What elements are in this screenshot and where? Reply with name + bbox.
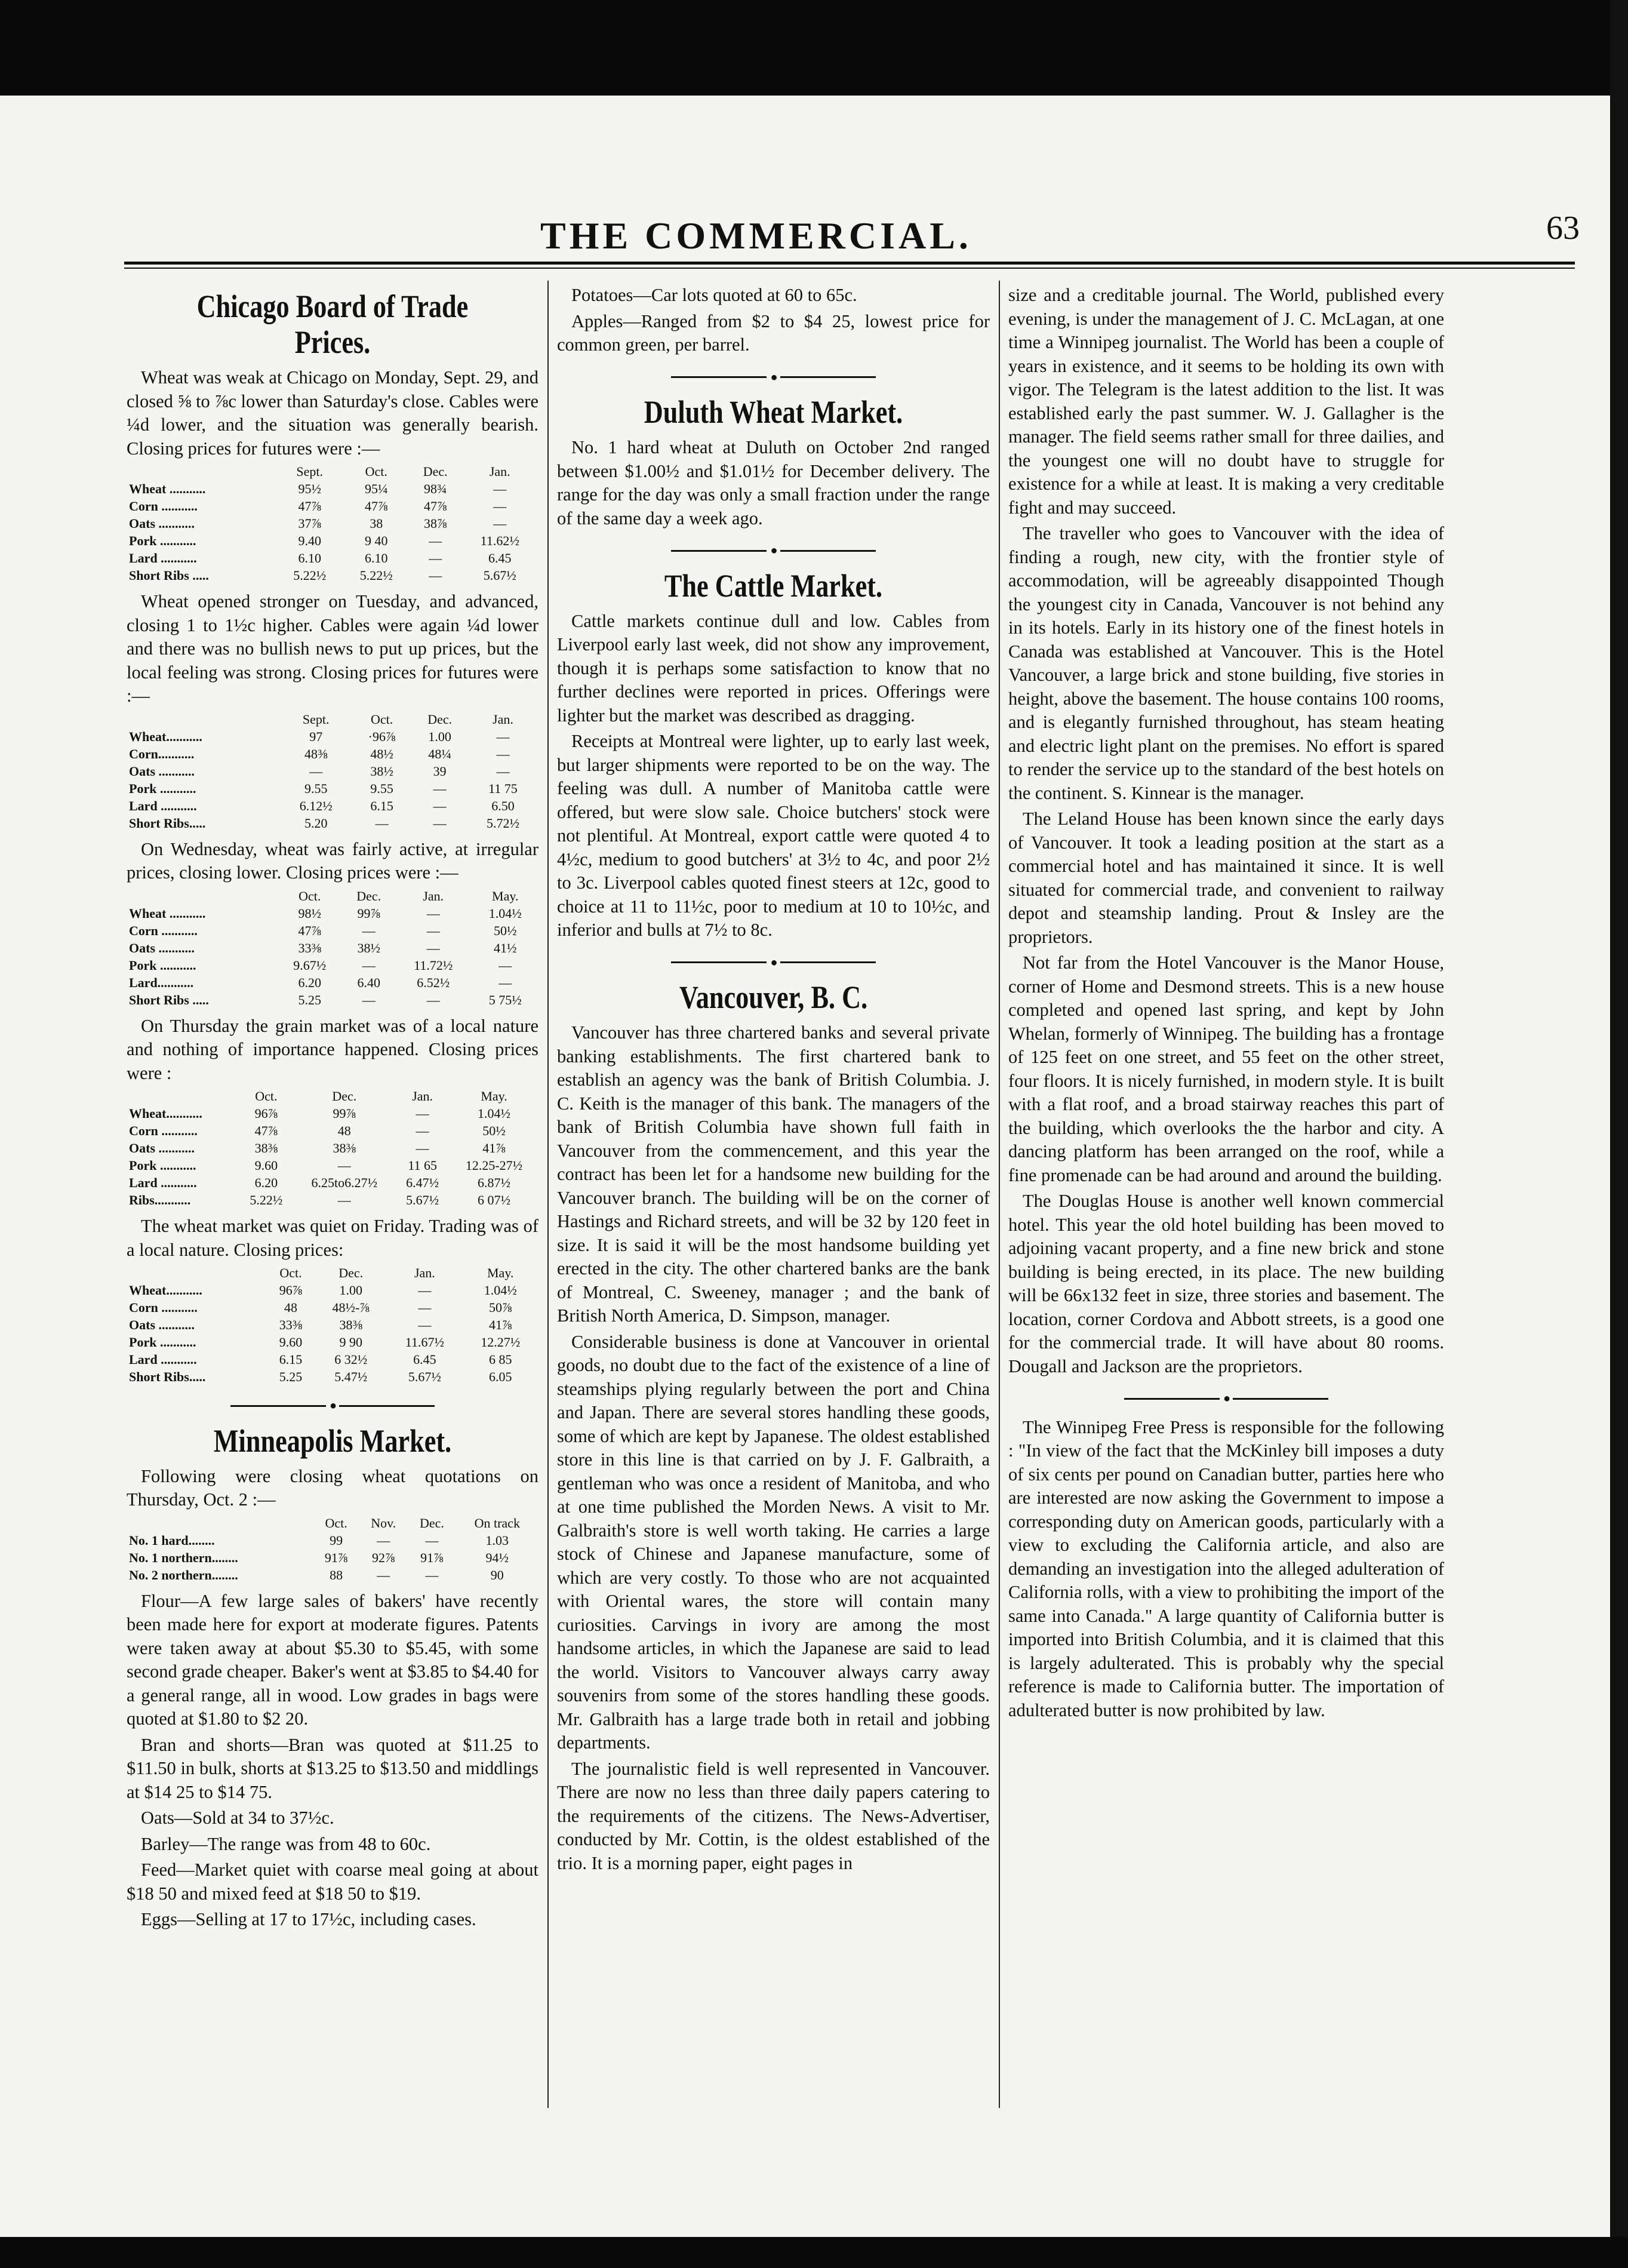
commodity-label: No. 1 hard........	[129, 1532, 215, 1548]
column-divider	[547, 281, 549, 2108]
table-row	[127, 763, 538, 780]
price-cell: 95½	[298, 481, 321, 496]
table-row	[127, 1333, 538, 1351]
price-cell: —	[498, 957, 512, 973]
price-cell: 9.40	[298, 533, 321, 548]
price-cell: 95¼	[364, 481, 388, 496]
table-row	[127, 515, 538, 532]
price-cell: —	[309, 763, 323, 779]
price-cell: 98¾	[423, 481, 447, 496]
price-cell: 9 90	[339, 1335, 362, 1350]
price-cell: 6.25to6.27½	[311, 1175, 378, 1190]
price-cell: 41½	[494, 940, 517, 955]
price-cell: 6.47½	[406, 1175, 439, 1190]
table-row	[127, 1105, 538, 1122]
column-divider	[999, 281, 1000, 2108]
commodity-label: Corn ...........	[129, 1123, 198, 1138]
price-cell: 98½	[298, 905, 321, 921]
price-cell: 50½	[494, 923, 517, 938]
price-cell: 48¼	[428, 746, 451, 761]
price-cell: 5.67½	[406, 1193, 439, 1207]
paragraph: The traveller who goes to Vancouver with the idea of finding a rough, new city, with the frontier style of accommodation, will be agreeably disappointed Though the youngest city in Canada, Vancouver is not behind any in its hotels. Early in its history one of the finest hotels in Canada was established at Vancouver. This is the Hotel Vancouver, a large brick and stone building, five stories in height, above the basement. The house contains 100 rooms, and is elegantly furnished throughout, has steam heating and electric light plant on the premises. No effort is spared to render the service up to the standard of the best hotels on the continent. S. Kinnear is the manager.	[1008, 523, 1444, 803]
price-cell: —	[433, 815, 447, 831]
commodity-label: Corn ...........	[129, 499, 198, 514]
price-cell: —	[418, 1283, 432, 1298]
column-header: Dec.	[356, 888, 381, 903]
price-cell: 47⅞	[364, 499, 388, 514]
price-cell: 1.04½	[478, 1106, 511, 1121]
paragraph: Feed—Market quiet with coarse meal going at about $18 50 and mixed feed at $18 50 to $19.	[127, 1860, 538, 1904]
price-cell: 1.00	[339, 1283, 362, 1298]
commodity-label: Wheat...........	[129, 1106, 202, 1121]
price-cell: —	[362, 992, 376, 1007]
column-header: Sept.	[296, 464, 324, 479]
commodity-label: No. 2 northern........	[129, 1567, 238, 1582]
price-cell: —	[493, 481, 507, 496]
price-cell: 94½	[485, 1550, 509, 1565]
column-header: Dec.	[427, 711, 453, 727]
price-cell: 6.10	[364, 551, 388, 566]
section-divider: ●	[127, 1393, 538, 1418]
column-header: Dec.	[423, 464, 448, 479]
price-cell: 9.55	[304, 780, 328, 796]
commodity-label: Ribs...........	[129, 1193, 191, 1207]
paragraph: On Wednesday, wheat was fairly active, at irregular prices, closing lower. Closing prices were :—	[127, 838, 538, 883]
table-row	[127, 1281, 538, 1299]
column-header: Jan.	[489, 464, 510, 479]
section-divider: ●	[557, 364, 990, 390]
price-cell: 47⅞	[298, 499, 321, 514]
table-header-row	[127, 711, 538, 728]
price-cell: 5 75½	[488, 992, 522, 1007]
price-table-monday	[127, 463, 538, 584]
price-cell: 47⅞	[423, 499, 447, 514]
column-header: Oct.	[298, 888, 321, 903]
heading-minneapolis: Minneapolis Market.	[213, 1422, 452, 1459]
price-cell: 5.25	[298, 992, 321, 1007]
price-cell: 88	[330, 1567, 343, 1582]
commodity-label: Oats ...........	[129, 1317, 195, 1332]
price-cell: 99⅞	[333, 1106, 356, 1121]
price-cell: —	[429, 551, 442, 566]
table-row	[127, 1316, 538, 1333]
table-row	[127, 745, 538, 763]
price-cell: —	[426, 992, 440, 1007]
price-cell: —	[416, 1141, 429, 1155]
paragraph: Potatoes—Car lots quoted at 60 to 65c.	[571, 285, 857, 305]
paragraph: Oats—Sold at 34 to 37½c.	[141, 1808, 334, 1828]
commodity-label: Lard...........	[129, 975, 194, 990]
price-cell: 91⅞	[324, 1550, 348, 1565]
commodity-label: Wheat...........	[129, 729, 202, 744]
paragraph: The Winnipeg Free Press is responsible for the following : "In view of the fact that the McKinley bill imposes a duty of six cents per pound on Canadian butter, parties here who are interested are now asking the Government to impose a corresponding duty on American goods, particularly with a view to excluding the California article, and also are demanding an investigation into the alleged adulteration of California rolls, with a view to prohibiting the import of the same into Canada." A large quantity of California butter is imported into British Columbia, and it is claimed that this is largely adulterated. This is probably why the special reference is made to California butter. The importation of adulterated butter is now prohibited by law.	[1008, 1416, 1444, 1720]
price-cell: 1.04½	[488, 905, 522, 921]
price-table-friday	[127, 1264, 538, 1385]
price-cell: 99⅞	[357, 905, 380, 921]
table-row	[127, 991, 538, 1009]
table-row	[127, 1299, 538, 1316]
price-cell: 6.45	[488, 551, 512, 566]
paragraph: Apples—Ranged from $2 to $4 25, lowest price for common green, per barrel.	[557, 311, 990, 355]
commodity-label: Short Ribs .....	[129, 992, 209, 1007]
table-row	[127, 974, 538, 991]
price-cell: 91⅞	[420, 1550, 444, 1565]
price-cell: —	[362, 957, 376, 973]
table-row	[127, 957, 538, 974]
table-row	[127, 939, 538, 957]
table-row	[127, 1191, 538, 1209]
price-cell: —	[362, 923, 376, 938]
commodity-label: Corn...........	[129, 746, 195, 761]
table-row	[127, 797, 538, 815]
column-header: May.	[492, 888, 519, 903]
section-divider: ●	[557, 949, 990, 975]
price-cell: 5.72½	[486, 815, 519, 831]
table-row	[127, 905, 538, 922]
paragraph: Considerable business is done at Vancouver in oriental goods, no doubt due to the fact of the existence of a line of steamships plying regularly between the port and China and Japan. There are several stores handling these goods, some of which are kept by Japanese. The oldest established store in this line is that carried on by J. F. Galbraith, a gentleman who was once a resident of Manitoba, and who at one time published the Morden News. A visit to Mr. Galbraith's store is well worth taking. He carries a large stock of Chinese and Japanese manufacture, some of which are very costly. To those who are not acquainted with Oriental wares, the store will contain many curiosities. Carvings in ivory are among the most handsome articles, in which the Japanese are said to lead the world. Visitors to Vancouver always carry away souvenirs from some of the stores handling these goods. Mr. Galbraith has a large trade both in retail and jobbing departments.	[557, 1331, 990, 1753]
paragraph: The Douglas House is another well known commercial hotel. This year the old hotel building has been moved to adjoining vacant property, and a fine new brick and stone building is being erected, in its place. The new building will be 66x132 feet in size, three stories and basement. The location, corner Cordova and Abbott streets, is a good one for the commercial trade. It will have about 80 rooms. Dougall and Jackson are the proprietors.	[1008, 1191, 1444, 1376]
price-cell: 47⅞	[298, 923, 321, 938]
price-cell: 5.22½	[293, 568, 327, 583]
column-header	[127, 1264, 267, 1281]
price-cell: —	[425, 1532, 439, 1548]
column-header: Nov.	[371, 1515, 396, 1531]
table-header-row	[127, 887, 538, 905]
paragraph: size and a creditable journal. The World, published every evening, is under the management of J. C. McLagan, at one time a Winnipeg journalist. The World has been a couple of years in existence, and it seems to be holding its own with vigor. The Telegram is the latest addition to the list. It was established early the past summer. W. J. Gallagher is the manager. The field seems rather small for three dailies, and the youngest one will no doubt have to struggle for existence for a while at least. It is making a very creditable fight and may succeed.	[1008, 285, 1444, 518]
commodity-label: Pork ...........	[129, 780, 196, 796]
paragraph: Wheat was weak at Chicago on Monday, Sept. 29, and closed ⅝ to ⅞c lower than Saturday's close. Cables were ¼d lower, and the situation was generally bearish. Closing prices for futures were :—	[127, 367, 538, 459]
table-row	[127, 549, 538, 567]
column-header: Jan.	[423, 888, 444, 903]
column-header: Sept.	[302, 711, 330, 727]
column-header: Oct.	[325, 1515, 347, 1531]
scan-border-right	[1610, 0, 1628, 2268]
price-cell: —	[426, 905, 440, 921]
table-row	[127, 1532, 538, 1549]
commodity-label: Short Ribs.....	[129, 1369, 206, 1384]
commodity-label: Lard ...........	[129, 798, 197, 813]
price-cell: 11 65	[408, 1158, 437, 1173]
price-cell: 38⅜	[254, 1141, 278, 1155]
price-cell: 41⅞	[488, 1317, 512, 1332]
column-header	[127, 1514, 313, 1532]
section-divider: ●	[557, 537, 990, 563]
paragraph: Cattle markets continue dull and low. Cables from Liverpool early last week, did not show any improvement, though it is perhaps some satisfaction to know that no further declines were reported in prices. Offerings were lighter but the market was described as dragging.	[557, 610, 990, 726]
paragraph: Following were closing wheat quotations on Thursday, Oct. 2 :—	[127, 1465, 538, 1510]
table-header-row	[127, 1514, 538, 1532]
price-cell: 96⅞	[279, 1283, 303, 1298]
price-cell: 5.22½	[359, 568, 393, 583]
price-cell: 50½	[482, 1123, 506, 1138]
column-header	[127, 711, 281, 728]
price-cell: —	[337, 1193, 351, 1207]
table-row	[127, 1174, 538, 1191]
price-cell: 50⅞	[488, 1300, 512, 1315]
paragraph: Barley—The range was from 48 to 60c.	[141, 1833, 431, 1854]
price-cell: 5.22½	[250, 1193, 283, 1207]
price-cell: 6.87½	[478, 1175, 511, 1190]
commodity-label: Corn ...........	[129, 1300, 198, 1315]
price-cell: 6 32½	[334, 1352, 368, 1367]
commodity-label: Pork ...........	[129, 533, 196, 548]
masthead-title: THE COMMERCIAL.	[540, 214, 972, 257]
commodity-label: No. 1 northern........	[129, 1550, 238, 1565]
price-cell: —	[433, 780, 447, 796]
table-header-row	[127, 1087, 538, 1105]
price-cell: 38½	[357, 940, 380, 955]
page-number: 63	[1546, 210, 1580, 247]
table-row	[127, 1122, 538, 1139]
column-header: Oct.	[370, 711, 393, 727]
column-header: On track	[474, 1515, 520, 1531]
price-cell: 6 85	[488, 1352, 512, 1367]
table-row	[127, 728, 538, 745]
price-cell: 6.10	[298, 551, 321, 566]
price-cell: 9 40	[364, 533, 388, 548]
price-cell: 99	[330, 1532, 343, 1548]
price-cell: 11.67½	[405, 1335, 444, 1350]
commodity-label: Pork ...........	[129, 1335, 196, 1350]
price-cell: 6.12½	[299, 798, 333, 813]
price-cell: 9.67½	[293, 957, 327, 973]
price-cell: 11 75	[488, 780, 518, 796]
price-cell: —	[426, 923, 440, 938]
price-cell: 9.55	[370, 780, 393, 796]
column-1	[127, 284, 538, 2105]
price-cell: 38⅜	[339, 1317, 362, 1332]
price-cell: 6.50	[491, 798, 515, 813]
price-cell: 48½-⅞	[332, 1300, 370, 1315]
price-cell: —	[496, 746, 510, 761]
price-cell: 5.67½	[408, 1369, 441, 1384]
paragraph: Receipts at Montreal were lighter, up to early last week, but larger shipments were reported to be on the way. The feeling was dull. A number of Manitoba cattle were offered, but were slow sale. Choice butchers' stock were not plentiful. At Montreal, export cattle were quoted 4 to 4½c, medium to good butchers' at 3½ to 4c, and poor 2½ to 3c. Liverpool cables quoted finest steers at 12c, good to choice at 11 to 11½c, poor to medium at 10 to 10½c, and inferior and bulls at 7½ to 8c.	[557, 731, 990, 940]
price-cell: 47⅞	[254, 1123, 278, 1138]
price-cell: —	[426, 940, 440, 955]
header-rule	[124, 262, 1575, 265]
price-cell: —	[496, 763, 510, 779]
column-header: Oct.	[255, 1089, 278, 1104]
price-cell: 1.00	[428, 729, 451, 744]
table-row	[127, 497, 538, 515]
price-cell: 6.40	[357, 975, 380, 990]
price-cell: —	[493, 516, 507, 531]
price-cell: 97	[309, 729, 323, 744]
price-cell: 41⅞	[482, 1141, 506, 1155]
column-header: Dec.	[338, 1265, 364, 1280]
price-cell: —	[375, 815, 389, 831]
price-cell: 6.20	[254, 1175, 278, 1190]
header-rule-thin	[124, 268, 1575, 269]
paragraph: Flour—A few large sales of bakers' have recently been made here for export at moderate figures. Patents were taken away at about $5.30 to $5.45, with some second grade cheaper. Baker's went at $3.85 to $4.40 for a general range, all in wood. Low grades in bags were quoted at $1.80 to $2 20.	[127, 1590, 538, 1729]
column-3	[1008, 284, 1444, 2105]
commodity-label: Lard ...........	[129, 1175, 197, 1190]
table-row	[127, 1139, 538, 1157]
price-cell: —	[425, 1567, 439, 1582]
paragraph: Bran and shorts—Bran was quoted at $11.25 to $11.50 in bulk, shorts at $13.25 to $13.50 and middlings at $14 25 to $14 75.	[127, 1734, 538, 1802]
table-row	[127, 1566, 538, 1584]
table-row	[127, 532, 538, 549]
price-cell: 5.67½	[483, 568, 516, 583]
paragraph: On Thursday the grain market was of a local nature and nothing of importance happened. Closing prices were :	[127, 1015, 538, 1083]
commodity-label: Wheat ...........	[129, 481, 206, 496]
price-cell: 6.52½	[417, 975, 450, 990]
price-cell: —	[337, 1158, 351, 1173]
price-cell: —	[377, 1567, 390, 1582]
table-row	[127, 1351, 538, 1368]
table-header-row	[127, 463, 538, 480]
heading-duluth: Duluth Wheat Market.	[644, 394, 903, 430]
price-cell: 5.20	[304, 815, 328, 831]
price-cell: 6.15	[279, 1352, 303, 1367]
price-cell: 6 07½	[478, 1193, 511, 1207]
price-cell: 38½	[370, 763, 393, 779]
price-cell: 38⅞	[423, 516, 447, 531]
price-cell: 1.03	[485, 1532, 509, 1548]
commodity-label: Oats ...........	[129, 763, 195, 779]
table-row	[127, 922, 538, 939]
table-header-row	[127, 1264, 538, 1281]
paragraph: The journalistic field is well represented in Vancouver. There are now no less than three daily papers catering to the requirements of the citizens. The News-Advertiser, conducted by Mr. Cottin, is the oldest established of the trio. It is a morning paper, eight pages in	[557, 1758, 990, 1873]
table-row	[127, 1157, 538, 1174]
price-cell: 48	[284, 1300, 298, 1315]
column-header: Dec.	[332, 1089, 357, 1104]
price-table-thursday	[127, 1087, 538, 1209]
price-cell: 11.72½	[414, 957, 453, 973]
heading-vancouver: Vancouver, B. C.	[679, 979, 868, 1015]
table-row	[127, 780, 538, 797]
commodity-label: Oats ...........	[129, 1141, 195, 1155]
price-cell: —	[429, 568, 442, 583]
price-cell: —	[416, 1106, 429, 1121]
price-cell: ·96⅞	[368, 729, 396, 744]
table-row	[127, 1368, 538, 1385]
price-cell: 90	[490, 1567, 504, 1582]
paragraph: Eggs—Selling at 17 to 17½c, including cases.	[141, 1909, 476, 1929]
table-row	[127, 1549, 538, 1566]
price-cell: 96⅞	[254, 1106, 278, 1121]
commodity-label: Corn ...........	[129, 923, 198, 938]
paragraph: The Leland House has been known since the early days of Vancouver. It took a leading position at the start as a commercial hotel and has maintained it since. It is well situated for commercial trade, and convenient to railway depot and steamship landing. Prout & Insley are the proprietors.	[1008, 809, 1444, 947]
price-table-wednesday	[127, 887, 538, 1009]
price-cell: 1.04½	[484, 1283, 517, 1298]
price-table-tuesday	[127, 711, 538, 832]
price-cell: —	[429, 533, 442, 548]
price-cell: 5.47½	[334, 1369, 368, 1384]
paragraph: Wheat opened stronger on Tuesday, and advanced, closing 1 to 1½c higher. Cables were again ¼d lower and there was no bullish news to put up prices, but the local feeling was strong. Closing prices for futures were :—	[127, 591, 538, 706]
commodity-label: Wheat ...........	[129, 905, 206, 921]
commodity-label: Wheat...........	[129, 1283, 202, 1298]
column-2	[557, 284, 990, 2105]
column-header: Jan.	[412, 1089, 433, 1104]
price-cell: 48	[337, 1123, 351, 1138]
price-cell: 48½	[370, 746, 393, 761]
price-cell: 48⅜	[304, 746, 328, 761]
scan-border-bottom	[0, 2237, 1628, 2268]
section-divider: ●	[1008, 1385, 1444, 1411]
price-cell: —	[496, 729, 510, 744]
price-cell: 9.60	[279, 1335, 303, 1350]
paragraph: Vancouver has three chartered banks and several private banking establishments. The first chartered bank to establish an agency was the bank of British Columbia. J. C. Keith is the manager of this bank. The managers of the bank of British Columbia have shown full faith in Vancouver from the commencement, and this year the contract has been let for a handsome new building for the Vancouver branch. The building will be on the corner of Hastings and Richard streets, and will be 32 by 120 feet in size. It is said it will be the most handsome building yet erected in the city. The other chartered banks are the bank of Montreal, C. Sweeney, manager ; and the bank of British North America, D. Simpson, manager.	[557, 1022, 990, 1326]
table-row	[127, 480, 538, 497]
price-cell: 6.05	[488, 1369, 512, 1384]
column-header: Jan.	[414, 1265, 435, 1280]
heading-cattle: The Cattle Market.	[664, 567, 883, 604]
price-cell: —	[418, 1300, 432, 1315]
column-header	[127, 1087, 239, 1105]
price-cell: —	[416, 1123, 429, 1138]
commodity-label: Oats ...........	[129, 940, 195, 955]
commodity-label: Pork ...........	[129, 1158, 196, 1173]
column-header: Jan.	[493, 711, 513, 727]
price-cell: 5.25	[279, 1369, 303, 1384]
paragraph: No. 1 hard wheat at Duluth on October 2nd ranged between $1.00½ and $1.01½ for December delivery. The range for the day was only a small fraction under the range of the same day a week ago.	[557, 437, 990, 528]
wheat-quotation-table	[127, 1514, 538, 1584]
price-cell: —	[418, 1317, 432, 1332]
price-cell: 92⅞	[372, 1550, 395, 1565]
column-header: May.	[487, 1265, 514, 1280]
table-row	[127, 567, 538, 584]
table-row	[127, 815, 538, 832]
price-cell: 6.15	[370, 798, 393, 813]
paragraph: Not far from the Hotel Vancouver is the Manor House, corner of Home and Desmond streets. This is a new house completed and opened last spring, and kept by John Whelan, formerly of Winnipeg. The building has a frontage of 125 feet on one street, and 55 feet on the other street, four floors. It is nicely furnished, in modern style. It is built with a flat roof, and a broad stairway reaches this part of the building, which overlooks the the harbor and city. A dancing platform has been arranged on the roof, while a fine promenade can be had around and around the building.	[1008, 952, 1444, 1185]
commodity-label: Lard ...........	[129, 1352, 197, 1367]
commodity-label: Short Ribs .....	[129, 568, 209, 583]
price-cell: 6.20	[298, 975, 321, 990]
price-cell: —	[433, 798, 447, 813]
commodity-label: Lard ...........	[129, 551, 197, 566]
column-header	[127, 463, 276, 480]
commodity-label: Pork ...........	[129, 957, 196, 973]
scan-border-top	[0, 0, 1628, 96]
price-cell: 12.25-27½	[465, 1158, 523, 1173]
column-header	[127, 887, 276, 905]
heading-chicago: Chicago Board of Trade Prices.	[196, 288, 469, 360]
price-cell: —	[498, 975, 512, 990]
price-cell: 9.60	[254, 1158, 278, 1173]
column-header: Oct.	[365, 464, 387, 479]
price-cell: —	[377, 1532, 390, 1548]
commodity-label: Short Ribs.....	[129, 815, 206, 831]
price-cell: 6.45	[413, 1352, 436, 1367]
price-cell: 37⅞	[298, 516, 321, 531]
price-cell: 38	[370, 516, 383, 531]
price-cell: 33⅜	[298, 940, 321, 955]
price-cell: 38⅜	[333, 1141, 356, 1155]
paragraph: The wheat market was quiet on Friday. Trading was of a local nature. Closing prices:	[127, 1216, 538, 1260]
column-header: Dec.	[419, 1515, 444, 1531]
price-cell: —	[493, 499, 507, 514]
column-header: May.	[481, 1089, 507, 1104]
price-cell: 12.27½	[481, 1335, 521, 1350]
price-cell: 39	[433, 763, 447, 779]
commodity-label: Oats ...........	[129, 516, 195, 531]
column-header: Oct.	[279, 1265, 302, 1280]
price-cell: 11.62½	[480, 533, 519, 548]
price-cell: 33⅜	[279, 1317, 303, 1332]
